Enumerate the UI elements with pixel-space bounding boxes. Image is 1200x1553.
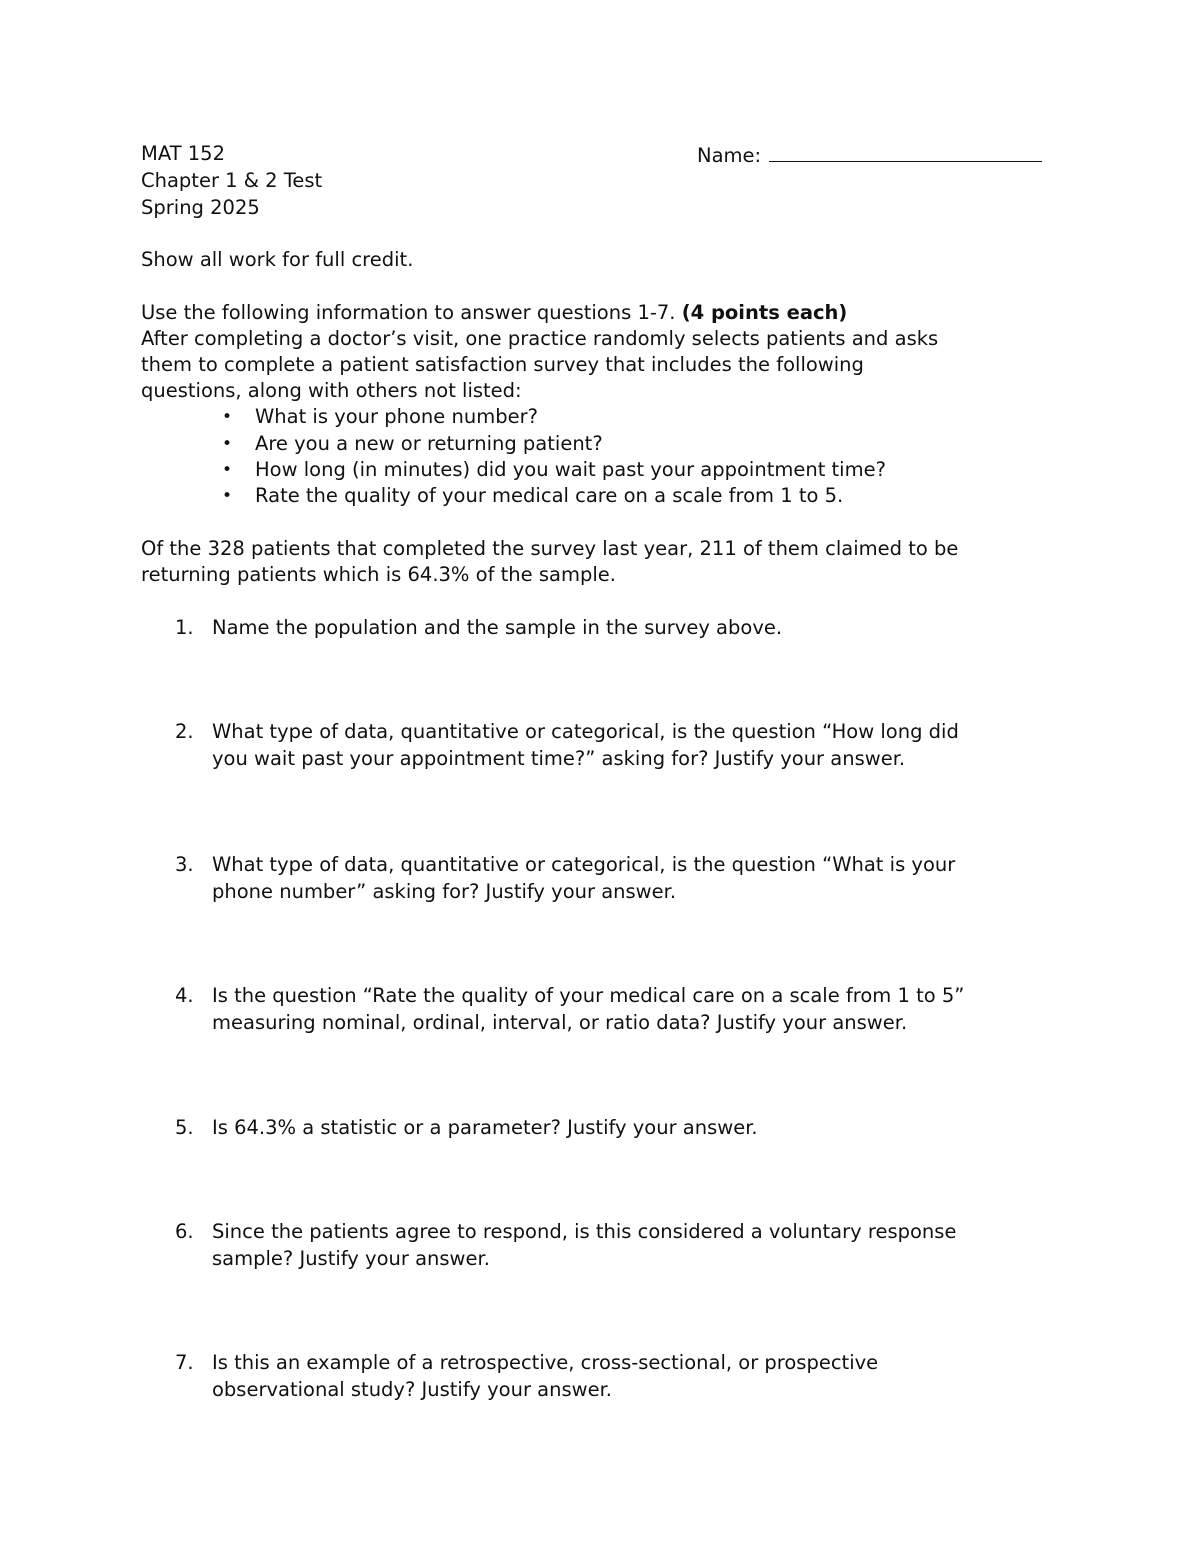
question-number: 3. [175,853,194,876]
name-field [697,141,1042,169]
question-line: Name the population and the sample in the survey above. [212,616,783,639]
question-line: Since the patients agree to respond, is this considered a voluntary response [212,1220,957,1243]
question-line: What type of data, quantitative or categorical, is the question “How long did [212,720,959,743]
bullet-icon: • [222,407,233,427]
question-1 [212,615,782,642]
question-3 [212,852,955,905]
question-line: measuring nominal, ordinal, interval, or ratio data? Justify your answer. [212,1010,908,1034]
question-line: Is this an example of a retrospective, cross-sectional, or prospective [212,1351,879,1374]
test-title: Chapter 1 & 2 Test [141,169,323,192]
question-6 [212,1219,956,1272]
survey-question-item: Rate the quality of your medical care on a scale from 1 to 5. [255,484,844,507]
name-label: Name: [697,144,762,167]
intro-lead: Use the following information to answer questions 1-7. [141,301,682,324]
points-label: (4 points each) [681,301,848,324]
bullet-icon: • [222,434,233,454]
bullet-icon: • [222,460,233,480]
survey-question-item: What is your phone number? [255,405,538,428]
question-line: sample? Justify your answer. [212,1246,490,1270]
question-line: observational study? Justify your answer. [212,1377,612,1401]
question-number: 6. [175,1220,194,1243]
question-number: 5. [175,1116,194,1139]
question-line: you wait past your appointment time?” asking for? Justify your answer. [212,746,906,770]
term-label: Spring 2025 [141,196,260,219]
question-2 [212,719,959,772]
survey-question-item: Are you a new or returning patient? [255,432,603,455]
intro-line-1: After completing a doctor’s visit, one practice randomly selects patients and asks [141,327,939,350]
question-number: 7. [175,1351,194,1374]
question-5 [212,1115,758,1142]
question-7 [212,1350,878,1403]
course-title: MAT 152 [141,142,225,165]
name-blank-line [769,141,1042,162]
intro-line-2: them to complete a patient satisfaction survey that includes the following [141,353,864,376]
intro-line-3: questions, along with others not listed: [141,379,522,402]
survey-question-item: How long (in minutes) did you wait past your appointment time? [255,458,886,481]
instructions-text: Show all work for full credit. [141,248,414,271]
question-number: 4. [175,984,194,1007]
summary-line-1: Of the 328 patients that completed the survey last year, 211 of them claimed to be [141,537,959,560]
bullet-icon: • [222,486,233,506]
question-line: Is the question “Rate the quality of your medical care on a scale from 1 to 5” [212,984,965,1007]
question-number: 2. [175,720,194,743]
intro-lead-line [141,300,847,326]
summary-line-2: returning patients which is 64.3% of the sample. [141,563,616,586]
question-line: What type of data, quantitative or categorical, is the question “What is your [212,853,956,876]
question-line: phone number” asking for? Justify your answer. [212,879,677,903]
question-number: 1. [175,616,194,639]
question-line: Is 64.3% a statistic or a parameter? Justify your answer. [212,1116,758,1139]
question-4 [212,983,964,1036]
